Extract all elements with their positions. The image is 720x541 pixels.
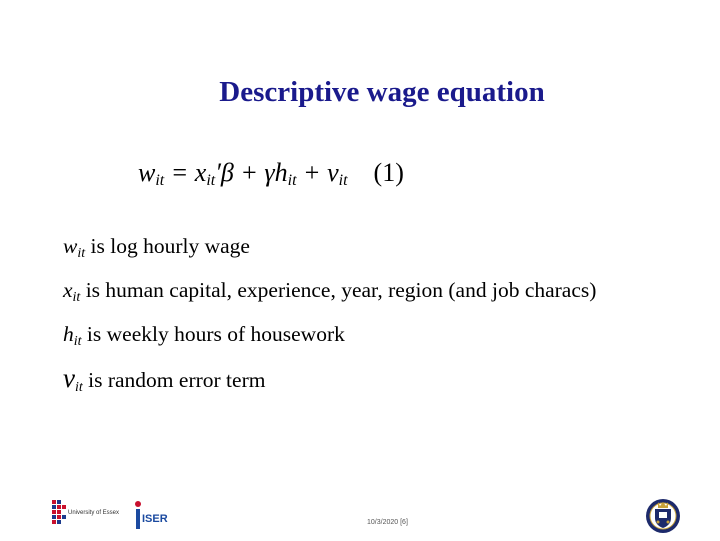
iser-logo (134, 500, 168, 534)
eq-h: h (274, 158, 288, 187)
eq-v-sub: it (338, 172, 348, 189)
university-name: University of Essex (68, 510, 120, 516)
definition-row (63, 316, 596, 360)
def-var: v (63, 363, 75, 393)
oxford-crest-logo (644, 496, 682, 536)
iser-name: ISER (142, 513, 168, 525)
eq-w-sub: it (155, 172, 165, 189)
def-var: x (63, 278, 73, 302)
page-number: [6] (400, 519, 408, 526)
def-text: is human capital, experience, year, region (and job characs) (80, 278, 597, 302)
eq-h-sub: it (287, 172, 297, 189)
date-text: 10/3/2020 (367, 519, 399, 526)
slide-title: Descriptive wage equation (219, 76, 545, 108)
eq-x: x (194, 158, 207, 187)
def-text: is log hourly wage (85, 234, 250, 258)
university-of-essex-logo (52, 500, 124, 534)
def-sub: it (77, 246, 86, 261)
eq-x-sub: it (206, 172, 216, 189)
equation-number: (1) (373, 158, 404, 187)
def-var: w (63, 234, 78, 258)
definition-row (63, 272, 596, 316)
def-text: is weekly hours of housework (81, 322, 345, 346)
def-text: is random error term (82, 368, 266, 392)
def-var: h (63, 322, 74, 346)
def-sub: it (72, 290, 81, 305)
oxford-crest-icon (644, 496, 682, 536)
eq-beta-gamma: ′β + γ (215, 158, 275, 187)
eq-plus: + (296, 158, 328, 187)
definition-row (63, 228, 596, 272)
wage-equation (138, 158, 404, 190)
def-sub: it (73, 334, 82, 349)
slide-footer-date (367, 519, 408, 526)
eq-equals: = (164, 158, 195, 187)
eq-v: v (327, 158, 339, 187)
definition-row (63, 360, 596, 406)
eq-w: w (138, 158, 156, 187)
def-sub: it (74, 380, 83, 395)
variable-definitions (63, 228, 596, 406)
essex-mark-icon (52, 500, 66, 528)
